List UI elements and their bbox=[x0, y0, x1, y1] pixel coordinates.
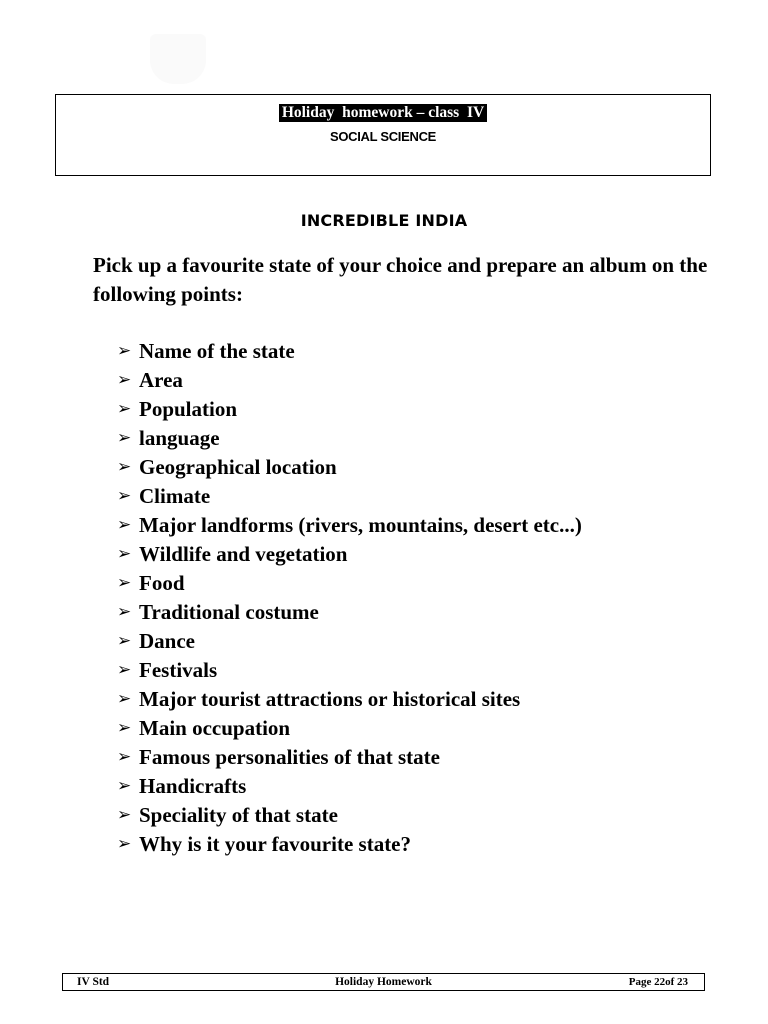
intro-paragraph: Pick up a favourite state of your choice and prepare an album on the following points: bbox=[93, 253, 708, 306]
list-item-text: Main occupation bbox=[139, 716, 291, 740]
list-item-text: Festivals bbox=[139, 658, 218, 682]
list-item bbox=[117, 714, 582, 743]
list-item-text: Why is it your favourite state? bbox=[139, 832, 412, 856]
list-item bbox=[117, 453, 582, 482]
header-title: Holiday homework – class IV bbox=[279, 104, 487, 122]
list-item bbox=[117, 511, 582, 540]
list-item-text: Handicrafts bbox=[139, 774, 247, 798]
faded-logo bbox=[150, 34, 206, 84]
arrowhead-bullet-icon: ➢ bbox=[117, 399, 132, 419]
arrowhead-bullet-icon: ➢ bbox=[117, 428, 132, 448]
list-item bbox=[117, 772, 582, 801]
list-item-text: Major landforms (rivers, mountains, desert etc...) bbox=[139, 513, 582, 537]
list-item-text: Food bbox=[139, 571, 185, 595]
page-footer bbox=[62, 973, 705, 991]
list-item bbox=[117, 366, 582, 395]
list-item bbox=[117, 743, 582, 772]
list-item-text: Wildlife and vegetation bbox=[139, 542, 348, 566]
list-item-text: Geographical location bbox=[139, 455, 337, 479]
list-item-text: Area bbox=[139, 368, 183, 392]
list-item bbox=[117, 337, 582, 366]
list-item bbox=[117, 685, 582, 714]
footer-class-label: IV Std bbox=[77, 976, 110, 988]
arrowhead-bullet-icon: ➢ bbox=[117, 660, 132, 680]
list-item-text: Famous personalities of that state bbox=[139, 745, 440, 769]
arrowhead-bullet-icon: ➢ bbox=[117, 602, 132, 622]
arrowhead-bullet-icon: ➢ bbox=[117, 457, 132, 477]
header-subject: SOCIAL SCIENCE bbox=[329, 129, 437, 144]
list-item-text: Major tourist attractions or historical sites bbox=[139, 687, 521, 711]
list-item-text: Name of the state bbox=[139, 339, 295, 363]
list-item bbox=[117, 424, 582, 453]
footer-title: Holiday Homework bbox=[335, 976, 432, 988]
list-item bbox=[117, 482, 582, 511]
list-item bbox=[117, 656, 582, 685]
arrowhead-bullet-icon: ➢ bbox=[117, 573, 132, 593]
list-item-text: Dance bbox=[139, 629, 195, 653]
list-item-text: Traditional costume bbox=[139, 600, 319, 624]
document-heading: INCREDIBLE INDIA bbox=[300, 211, 468, 230]
list-item bbox=[117, 598, 582, 627]
arrowhead-bullet-icon: ➢ bbox=[117, 544, 132, 564]
footer-page-number: Page 22of 23 bbox=[628, 976, 688, 988]
arrowhead-bullet-icon: ➢ bbox=[117, 370, 132, 390]
list-item bbox=[117, 627, 582, 656]
list-item-text: Population bbox=[139, 397, 238, 421]
arrowhead-bullet-icon: ➢ bbox=[117, 689, 132, 709]
list-item-text: Climate bbox=[139, 484, 211, 508]
arrowhead-bullet-icon: ➢ bbox=[117, 486, 132, 506]
arrowhead-bullet-icon: ➢ bbox=[117, 805, 132, 825]
arrowhead-bullet-icon: ➢ bbox=[117, 834, 132, 854]
list-item bbox=[117, 801, 582, 830]
list-item bbox=[117, 569, 582, 598]
list-item bbox=[117, 395, 582, 424]
arrowhead-bullet-icon: ➢ bbox=[117, 515, 132, 535]
header-box bbox=[55, 94, 711, 176]
points-list bbox=[117, 337, 582, 859]
arrowhead-bullet-icon: ➢ bbox=[117, 776, 132, 796]
list-item bbox=[117, 830, 582, 859]
arrowhead-bullet-icon: ➢ bbox=[117, 341, 132, 361]
list-item-text: language bbox=[139, 426, 220, 450]
arrowhead-bullet-icon: ➢ bbox=[117, 631, 132, 651]
list-item bbox=[117, 540, 582, 569]
list-item-text: Speciality of that state bbox=[139, 803, 338, 827]
arrowhead-bullet-icon: ➢ bbox=[117, 718, 132, 738]
arrowhead-bullet-icon: ➢ bbox=[117, 747, 132, 767]
